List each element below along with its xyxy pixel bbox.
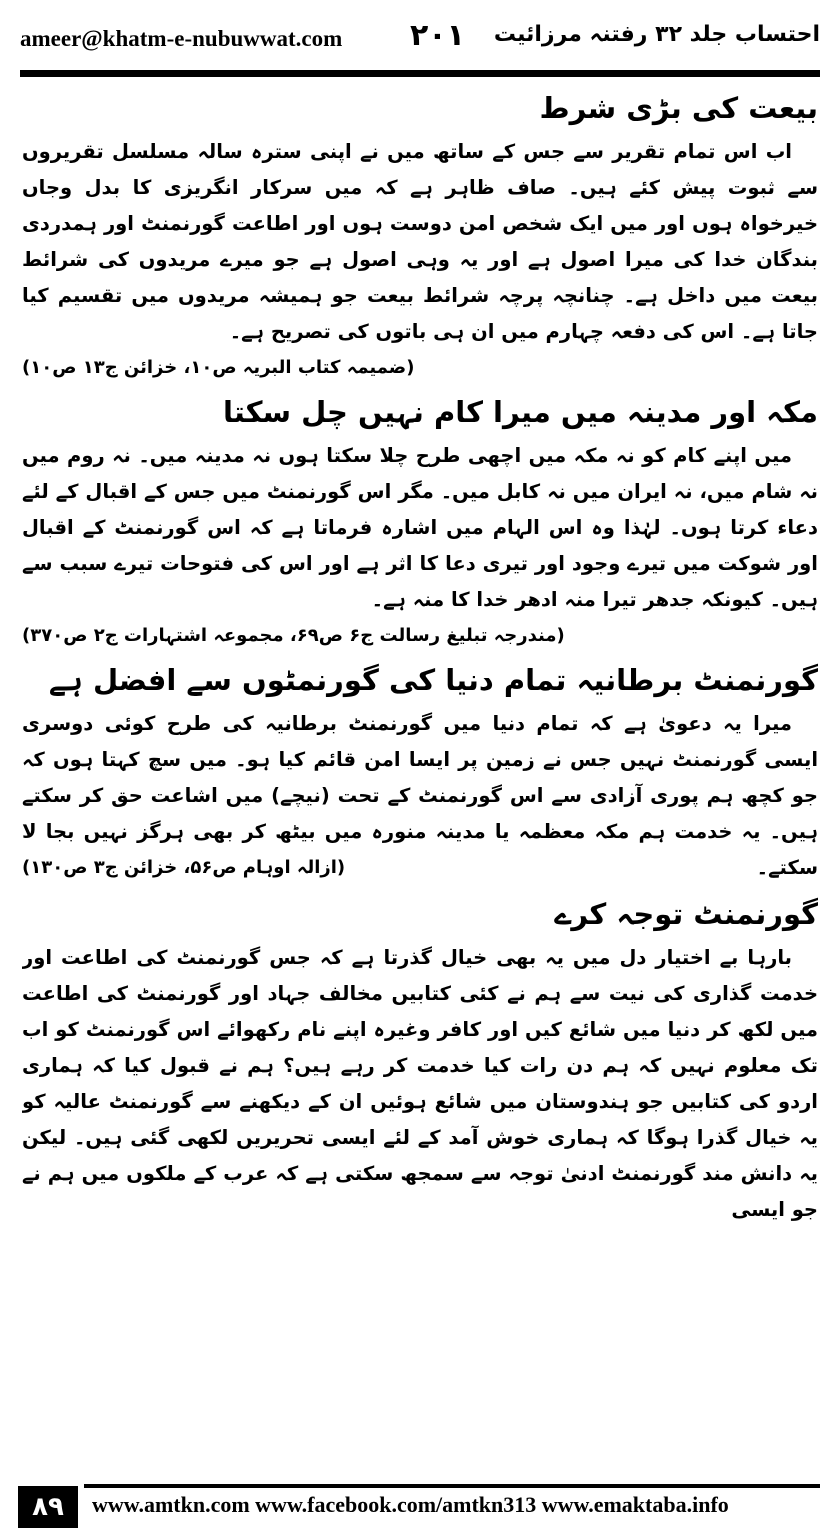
section-heading: گورنمنٹ توجہ کرے (554, 897, 818, 931)
header-series-title: احتساب جلد ۳۲ رفتنہ مرزائیت (493, 22, 820, 47)
section-paragraph: میں اپنے کام کو نہ مکہ میں اچھی طرح چلا سکتا ہوں نہ مدینہ میں۔ نہ روم میں نہ شام میں، نہ ایران میں نہ کابل میں۔ مگر اس گورنمنٹ میں جس کے اقبال کے لئے دعاء کرتا ہوں۔ لہٰذا وہ اس الہام میں اشارہ فرماتا ہے کہ اس گورنمنٹ کے اقبال اور شوکت میں تیرے وجود اور تیری دعا کا اثر ہے اور اس کی فتوحات تیرے سبب سے ہیں۔ کیونکہ جدھر تیرا منہ ادھر خدا کا منہ ہے۔ (22, 444, 818, 611)
header-email: ameer@khatm-e-nubuwwat.com (20, 26, 343, 51)
section-heading: بیعت کی بڑی شرط (539, 91, 818, 125)
section-reference: (ضمیمہ کتاب البریہ ص۱۰، خزائن ج۱۳ ص۱۰) (22, 357, 415, 378)
section-paragraph: اب اس تمام تقریر سے جس کے ساتھ میں نے اپنی سترہ سالہ مسلسل تقریروں سے ثبوت پیش کئے ہیں۔ صاف ظاہر ہے کہ میں سرکار انگریزی کا بدل وجاں خیرخواہ ہوں اور میں ایک شخص امن دوست ہوں اور اطاعت گورنمنٹ اور ہمدردی بندگان خدا کی میرا اصول ہے اور یہ وہی اصول ہے جو میرے مریدوں کی شرائط بیعت میں داخل ہے۔ چنانچہ پرچہ شرائط بیعت جو ہمیشہ مریدوں میں تقسیم کیا جاتا ہے۔ اس کی دفعہ چہارم میں ان ہی باتوں کی تصریح ہے۔ (22, 140, 818, 343)
page-header (20, 14, 820, 70)
section-heading: مکہ اور مدینہ میں میرا کام نہیں چل سکتا (222, 395, 818, 429)
section-reference: (مندرجہ تبلیغ رسالت ج۶ ص۶۹، مجموعہ اشتہارات ج۲ ص۳۷۰) (22, 625, 565, 646)
section-inline-reference: (ازالہ اوہام ص۵۶، خزائن ج۳ ص۱۳۰) (22, 857, 346, 878)
section-government-attention (22, 892, 818, 1228)
section-paragraph: بارہا بے اختیار دل میں یہ بھی خیال گذرتا ہے کہ جس گورنمنٹ کی اطاعت اور خدمت گذاری کی نیت سے ہم نے کئی کتابیں مخالف جہاد اور گورنمنٹ کی اطاعت میں لکھ کر دنیا میں شائع کیں اور کافر وغیرہ اپنے نام رکھوائے اس گورنمنٹ کو اب تک معلوم نہیں کہ ہم دن رات کیا خدمت کر رہے ہیں؟ ہم نے قبول کیا کہ ہماری اردو کی کتابیں جو ہندوستان میں شائع ہوئیں ان کے دیکھنے سے گورنمنٹ عالیہ کو یہ خیال گذرا ہوگا کہ ہماری خوش آمد کے لئے ایسی تحریریں لکھی گئی ہیں۔ لیکن یہ دانش مند گورنمنٹ ادنیٰ توجہ سے سمجھ سکتی ہے کہ عرب کے ملکوں میں ہم نے جو ایسی (22, 946, 818, 1221)
footer-links: www.amtkn.com www.facebook.com/amtkn313 www.emaktaba.info (92, 1492, 729, 1517)
header-page-number: ۲۰۱ (410, 18, 465, 53)
section-paragraph-text: میرا یہ دعویٰ ہے کہ تمام دنیا میں گورنمنٹ برطانیہ کی طرح کوئی دوسری ایسی گورنمنٹ نہیں جس نے زمین پر ایسا امن قائم کیا ہو۔ میں سچ کہتا ہوں کہ جو کچھ ہم پوری آزادی سے اس گورنمنٹ کے تحت (نیچے) میں اشاعت حق کر سکتے ہیں۔ یہ خدمت ہم مکہ معظمہ یا مدینہ منورہ میں بیٹھ کر بھی ہرگز نہیں بجا لا سکتے۔ (22, 712, 818, 879)
section-bayat-condition (22, 86, 818, 384)
section-makkah-madinah (22, 390, 818, 652)
header-rule (20, 70, 820, 77)
footer-page-number: ۸۹ (18, 1486, 78, 1528)
page-body (22, 80, 818, 1475)
section-heading: گورنمنٹ برطانیہ تمام دنیا کی گورنمٹوں سے افضل ہے (48, 663, 818, 697)
section-british-government (22, 658, 818, 886)
footer-rule (84, 1484, 820, 1488)
section-paragraph (22, 706, 818, 886)
